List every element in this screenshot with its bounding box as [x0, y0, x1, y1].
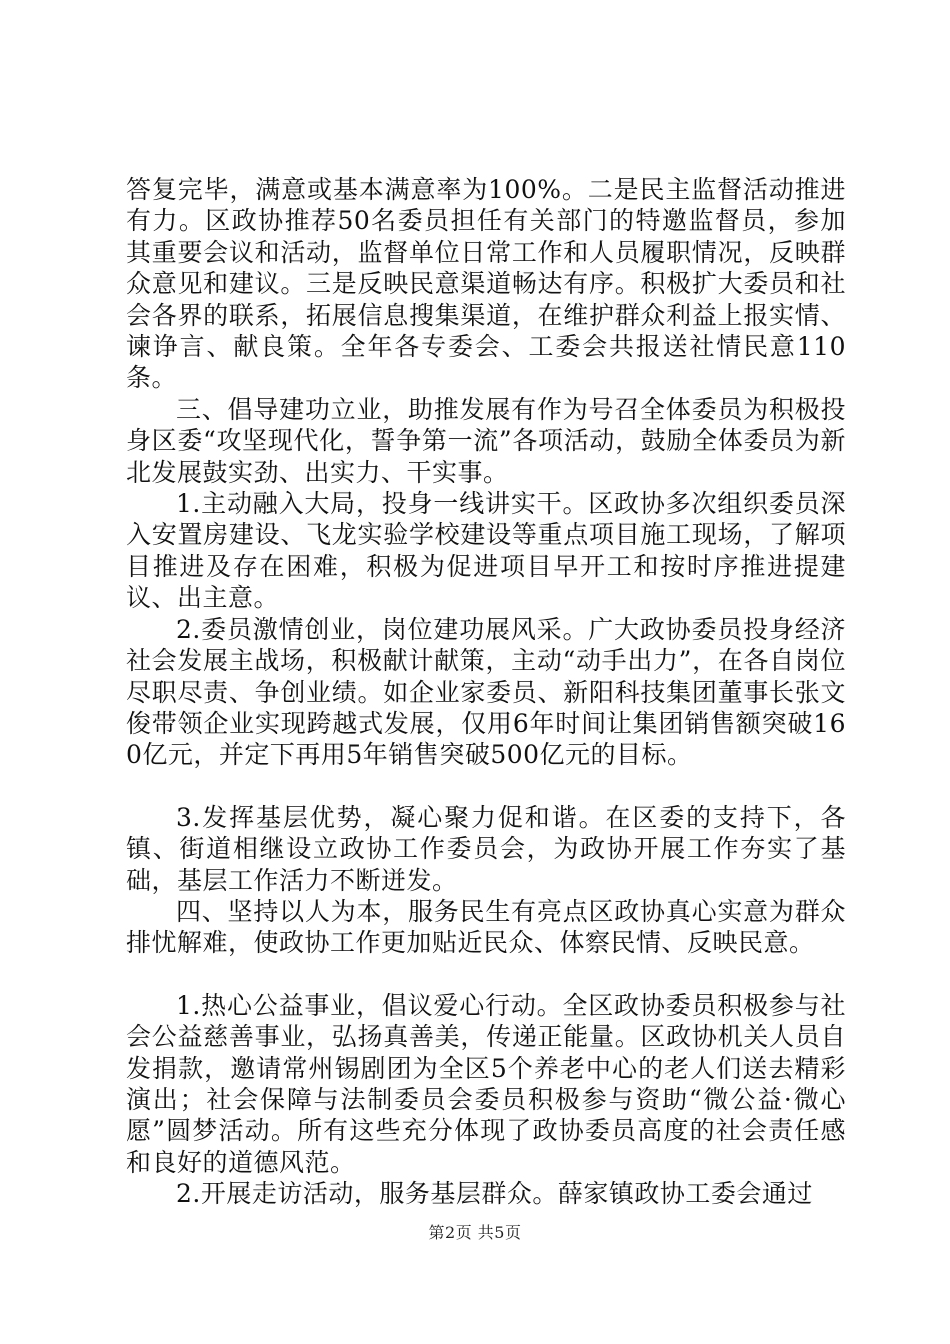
document-body [126, 174, 846, 1210]
paragraph-3: 1.主动融入大局，投身一线讲实干。区政协多次组织委员深入安置房建设、飞龙实验学校建设等重点项目施工现场，了解项目推进及存在困难，积极为促进项目早开工和按时序推进提建议、出主意。 [126, 489, 846, 613]
paragraph-4: 2.委员激情创业，岗位建功展风采。广大政协委员投身经济社会发展主战场，积极献计献策，主动“动手出力”，在各自岗位尽职尽责、争创业绩。如企业家委员、新阳科技集团董事长张文俊带领企业实现跨越式发展，仅用6年时间让集团销售额突破160亿元，并定下再用5年销售突破500亿元的目标。 [126, 614, 846, 770]
paragraph-6-section-heading: 四、坚持以人为本，服务民生有亮点区政协真心实意为群众排忧解难，使政协工作更加贴近民众、体察民情、反映民意。 [126, 896, 846, 958]
paragraph-8: 2.开展走访活动，服务基层群众。薛家镇政协工委会通过 [176, 1179, 813, 1209]
paragraph-2-section-heading: 三、倡导建功立业，助推发展有作为号召全体委员为积极投身区委“攻坚现代化，誓争第一流”各项活动，鼓励全体委员为新北发展鼓实劲、出实力、干实事。 [126, 394, 846, 487]
paragraph-5: 3.发挥基层优势，凝心聚力促和谐。在区委的支持下，各镇、街道相继设立政协工作委员会，为政协开展工作夯实了基础，基层工作活力不断迸发。 [126, 802, 846, 895]
page-number-footer: 第2页 共5页 [428, 1223, 522, 1242]
paragraph-1: 答复完毕，满意或基本满意率为100%。二是民主监督活动推进有力。区政协推荐50名委员担任有关部门的特邀监督员，参加其重要会议和活动，监督单位日常工作和人员履职情况，反映群众意见和建议。三是反映民意渠道畅达有序。积极扩大委员和社会各界的联系，拓展信息搜集渠道，在维护群众利益上报实情、谏诤言、献良策。全年各专委会、工委会共报送社情民意110条。 [126, 175, 846, 393]
paragraph-7: 1.热心公益事业，倡议爱心行动。全区政协委员积极参与社会公益慈善事业，弘扬真善美，传递正能量。区政协机关人员自发捐款，邀请常州锡剧团为全区5个养老中心的老人们送去精彩演出；社会保障与法制委员会委员积极参与资助“微公益·微心愿”圆梦活动。所有这些充分体现了政协委员高度的社会责任感和良好的道德风范。 [126, 990, 846, 1177]
